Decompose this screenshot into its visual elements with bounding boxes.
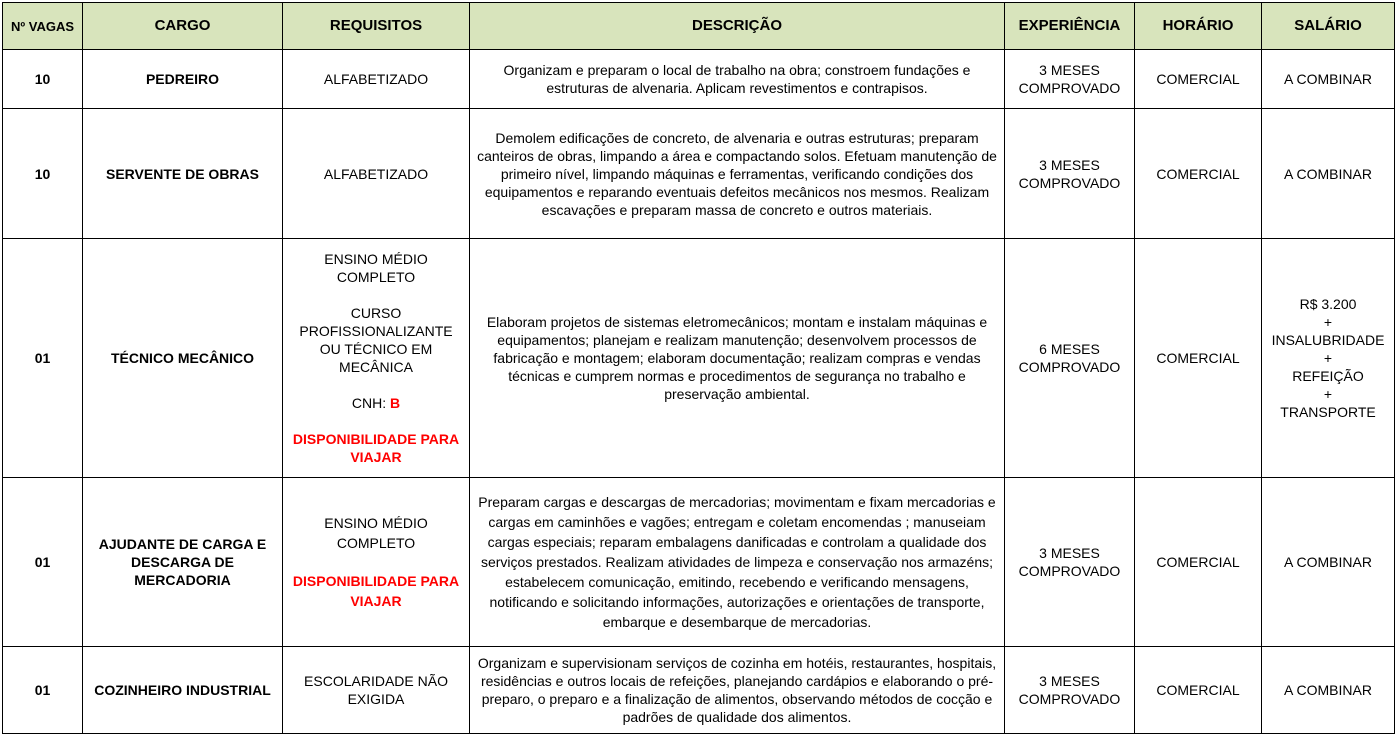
requisitos-cell: ALFABETIZADO bbox=[283, 109, 470, 239]
salario-plus: + bbox=[1323, 386, 1333, 402]
salario-insalubridade: INSALUBRIDADE bbox=[1271, 332, 1385, 348]
horario-cell: COMERCIAL bbox=[1135, 478, 1262, 647]
salario-plus: + bbox=[1323, 350, 1333, 366]
vagas-cell: 10 bbox=[3, 109, 83, 239]
experiencia-cell: 3 MESES COMPROVADO bbox=[1005, 50, 1135, 109]
salario-transporte: TRANSPORTE bbox=[1280, 404, 1376, 420]
cargo-cell: COZINHEIRO INDUSTRIAL bbox=[83, 647, 283, 734]
experiencia-cell: 3 MESES COMPROVADO bbox=[1005, 109, 1135, 239]
header-cargo: CARGO bbox=[83, 3, 283, 50]
cargo-cell: SERVENTE DE OBRAS bbox=[83, 109, 283, 239]
requisitos-cell bbox=[283, 478, 470, 647]
requisito-disponibilidade: DISPONIBILIDADE PARA VIAJAR bbox=[292, 573, 460, 609]
cargo-cell: TÉCNICO MECÂNICO bbox=[83, 239, 283, 478]
vagas-cell: 01 bbox=[3, 239, 83, 478]
requisito-curso: CURSO PROFISSIONALIZANTE OU TÉCNICO EM MECÂNICA bbox=[299, 305, 453, 375]
experiencia-cell: 3 MESES COMPROVADO bbox=[1005, 647, 1135, 734]
header-descricao: DESCRIÇÃO bbox=[470, 3, 1005, 50]
table-row bbox=[3, 50, 1395, 109]
header-requisitos: REQUISITOS bbox=[283, 3, 470, 50]
requisito-disponibilidade: DISPONIBILIDADE PARA VIAJAR bbox=[292, 431, 460, 465]
salario-cell: A COMBINAR bbox=[1262, 109, 1395, 239]
salario-cell bbox=[1262, 239, 1395, 478]
cargo-cell: AJUDANTE DE CARGA E DESCARGA DE MERCADORIA bbox=[83, 478, 283, 647]
header-row bbox=[3, 3, 1395, 50]
table-row bbox=[3, 478, 1395, 647]
requisitos-cell: ALFABETIZADO bbox=[283, 50, 470, 109]
descricao-cell: Preparam cargas e descargas de mercadorias; movimentam e fixam mercadorias e cargas em caminhões e vagões; entregam e coletam encomendas ; manuseiam cargas especiais; reparam embalagens danificadas e controlam a qualidade dos serviços prestados. Realizam atividades de limpeza e conservação nos armazéns; estabelecem comunicação, emitindo, recebendo e verificando mensagens, notificando e solicitando informações, autorizações e orientações de transporte, embarque e desembarque de mercadorias. bbox=[470, 478, 1005, 647]
experiencia-cell: 3 MESES COMPROVADO bbox=[1005, 478, 1135, 647]
descricao-cell: Elaboram projetos de sistemas eletromecânicos; montam e instalam máquinas e equipamentos; planejam e realizam manutenção; desenvolvem processos de fabricação e montagem; elaboram documentação; realizam compras e vendas técnicas e cumprem normas e procedimentos de segurança no trabalho e preservação ambiental. bbox=[470, 239, 1005, 478]
horario-cell: COMERCIAL bbox=[1135, 647, 1262, 734]
salario-plus: + bbox=[1323, 314, 1333, 330]
header-salario: SALÁRIO bbox=[1262, 3, 1395, 50]
cnh-category: B bbox=[390, 395, 401, 411]
horario-cell: COMERCIAL bbox=[1135, 109, 1262, 239]
experiencia-cell: 6 MESES COMPROVADO bbox=[1005, 239, 1135, 478]
horario-cell: COMERCIAL bbox=[1135, 239, 1262, 478]
cargo-cell: PEDREIRO bbox=[83, 50, 283, 109]
requisito-escolaridade: ENSINO MÉDIO COMPLETO bbox=[324, 251, 428, 285]
vagas-cell: 01 bbox=[3, 478, 83, 647]
vagas-cell: 01 bbox=[3, 647, 83, 734]
table-row bbox=[3, 239, 1395, 478]
requisito-escolaridade: ENSINO MÉDIO COMPLETO bbox=[324, 515, 428, 551]
salario-cell: A COMBINAR bbox=[1262, 647, 1395, 734]
table-row bbox=[3, 109, 1395, 239]
header-horario: HORÁRIO bbox=[1135, 3, 1262, 50]
header-vagas: Nº VAGAS bbox=[3, 3, 83, 50]
descricao-cell: Demolem edificações de concreto, de alvenaria e outras estruturas; preparam canteiros de obras, limpando a área e compactando solos. Efetuam manutenção de primeiro nível, limpando máquinas e ferramentas, verificando condições dos equipamentos e reparando eventuais defeitos mecânicos nos mesmos. Realizam escavações e preparam massa de concreto e outros materiais. bbox=[470, 109, 1005, 239]
table-row bbox=[3, 647, 1395, 734]
job-openings-table bbox=[2, 2, 1395, 734]
requisitos-cell: ESCOLARIDADE NÃO EXIGIDA bbox=[283, 647, 470, 734]
descricao-cell: Organizam e preparam o local de trabalho na obra; constroem fundações e estruturas de alvenaria. Aplicam revestimentos e contrapisos. bbox=[470, 50, 1005, 109]
header-experiencia: EXPERIÊNCIA bbox=[1005, 3, 1135, 50]
salario-cell: A COMBINAR bbox=[1262, 478, 1395, 647]
salario-refeicao: REFEIÇÃO bbox=[1292, 368, 1364, 384]
vagas-cell: 10 bbox=[3, 50, 83, 109]
salario-valor: R$ 3.200 bbox=[1299, 296, 1357, 312]
requisito-cnh bbox=[288, 394, 464, 412]
horario-cell: COMERCIAL bbox=[1135, 50, 1262, 109]
requisitos-cell bbox=[283, 239, 470, 478]
descricao-cell: Organizam e supervisionam serviços de cozinha em hotéis, restaurantes, hospitais, residências e outros locais de refeições, planejando cardápios e elaborando o pré-preparo, o preparo e a finalização de alimentos, observando métodos de cocção e padrões de qualidade dos alimentos. bbox=[470, 647, 1005, 734]
cnh-label: CNH: bbox=[351, 395, 387, 411]
salario-cell: A COMBINAR bbox=[1262, 50, 1395, 109]
